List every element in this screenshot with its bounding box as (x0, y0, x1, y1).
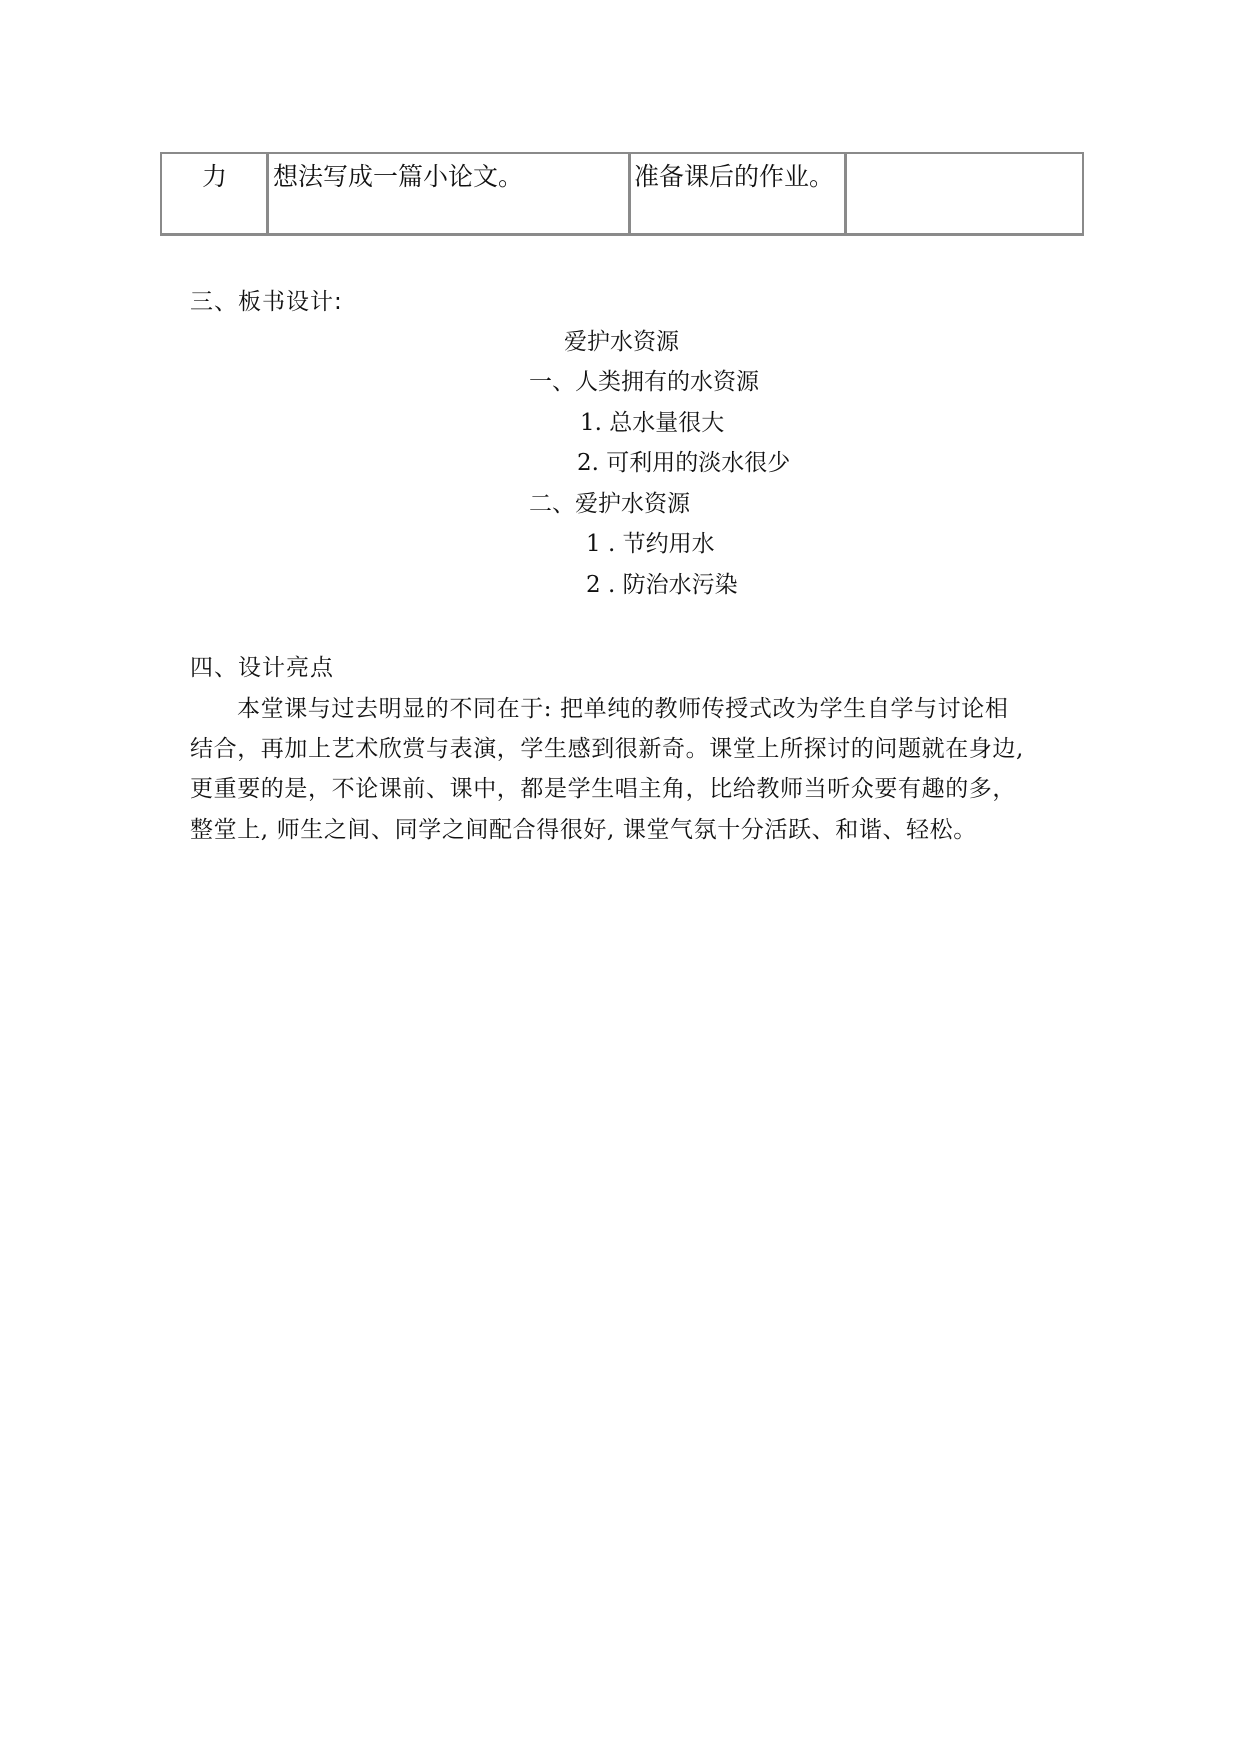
board-item: 1 . 节约用水 (586, 531, 715, 557)
paragraph-line: 更重要的是，不论课前、课中，都是学生唱主角，比给教师当听众要有趣的多， (190, 776, 1016, 802)
paragraph-line: 结合，再加上艺术欣赏与表演，学生感到很新奇。课堂上所探讨的问题就在身边, (190, 736, 1024, 762)
paragraph-line: 本堂课与过去明显的不同在于: 把单纯的教师传授式改为学生自学与讨论相 (237, 696, 1009, 722)
table-cell-empty (847, 154, 1082, 233)
section-heading-board-design: 三、板书设计: (190, 289, 343, 315)
table-cell (269, 154, 631, 233)
section-heading-design-highlights: 四、设计亮点 (190, 655, 334, 681)
board-title: 爱护水资源 (564, 329, 679, 355)
table-cell (631, 154, 847, 233)
board-item: 2 . 防治水污染 (586, 572, 738, 598)
board-section-1: 一、人类拥有的水资源 (529, 369, 759, 395)
table-cell (162, 154, 269, 233)
table-cell-text: 想法写成一篇小论文。 (273, 162, 524, 191)
lesson-table-fragment (160, 152, 1084, 236)
paragraph-line: 整堂上, 师生之间、同学之间配合得很好, 课堂气氛十分活跃、和谐、轻松。 (190, 817, 977, 843)
table-cell-text: 准备课后的作业。 (634, 162, 835, 191)
board-section-2: 二、爱护水资源 (529, 491, 690, 517)
board-item: 2. 可利用的淡水很少 (577, 450, 791, 476)
board-item: 1. 总水量很大 (580, 410, 725, 436)
table-cell-text: 力 (202, 162, 228, 191)
